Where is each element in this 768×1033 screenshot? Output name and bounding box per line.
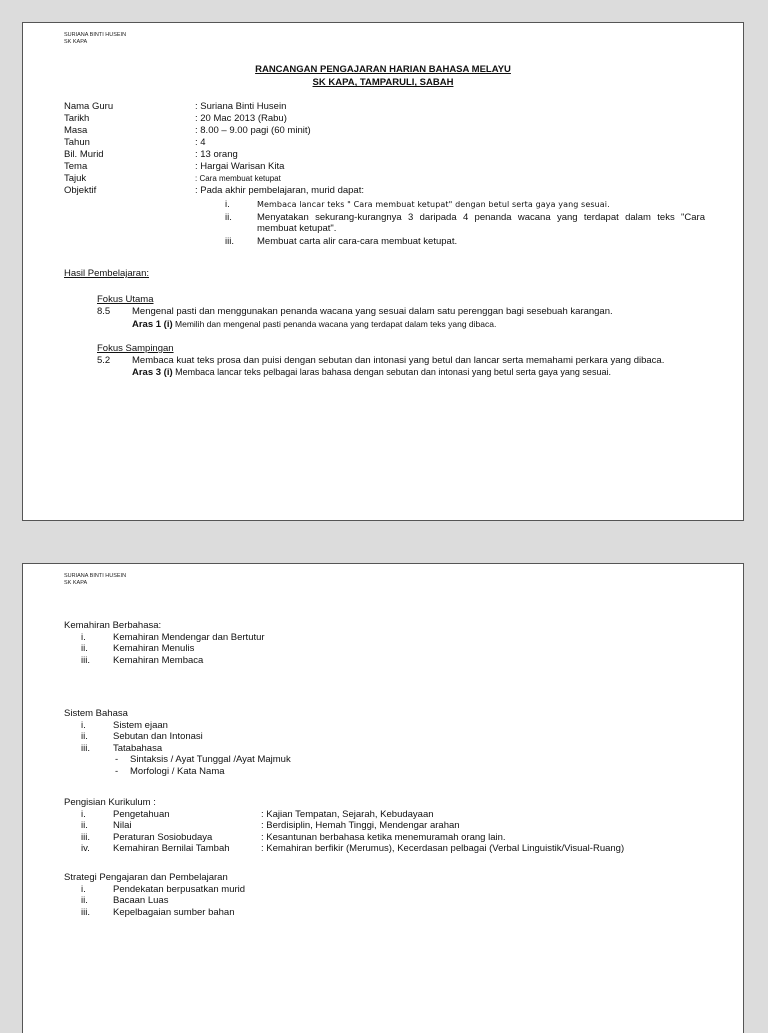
- list-item: iii. Membuat carta alir cara-cara membuat ketupat.: [225, 235, 458, 247]
- author-name: SURIANA BINTI HUSEIN: [64, 32, 127, 38]
- author-name: SURIANA BINTI HUSEIN: [64, 573, 127, 579]
- sistem-bahasa-section: [64, 708, 291, 777]
- fokus-utama-heading: Fokus Utama: [97, 294, 154, 305]
- page-header: [64, 573, 126, 587]
- info-row: Tema : Hargai Warisan Kita: [64, 161, 285, 172]
- fokus-utama-block: 8.5 Mengenal pasti dan menggunakan penanda wacana yang sesuai dalam satu perenggan bagi sesebuah karangan. Aras 1 (i) Memilih dan mengenal pasti penanda wacana yang terdapat dalam teks yang dibaca.: [97, 306, 613, 330]
- list-item: ii. Nilai : Berdisiplin, Hemah Tinggi, Mendengar arahan: [81, 820, 460, 831]
- list-subitem: - Sintaksis / Ayat Tunggal /Ayat Majmuk: [115, 754, 291, 765]
- document-subtitle: SK KAPA, TAMPARULI, SABAH: [312, 77, 454, 88]
- list-item: i. Membaca lancar teks " Cara membuat ketupat" dengan betul serta gaya yang sesuai.: [225, 199, 610, 210]
- info-row: Nama Guru : Suriana Binti Husein: [64, 101, 287, 112]
- fokus-sampingan-heading: Fokus Sampingan: [97, 343, 174, 354]
- list-subitem: - Morfologi / Kata Nama: [115, 765, 225, 777]
- info-row: Tajuk : Cara membuat ketupat: [64, 173, 281, 184]
- fokus-sampingan-block: 5.2 Membaca kuat teks prosa dan puisi dengan sebutan dan intonasi yang betul dan lancar serta memahami perkara yang dibaca. Aras 3 (i) Membaca lancar teks pelbagai laras bahasa dengan sebutan dan intonasi yang betul serta gaya yang sesuai.: [97, 355, 665, 378]
- info-row: Tarikh : 20 Mac 2013 (Rabu): [64, 113, 287, 124]
- list-item: ii. Bacaan Luas: [81, 895, 169, 906]
- info-row: Objektif : Pada akhir pembelajaran, murid dapat:: [64, 185, 364, 196]
- pengisian-section: [64, 797, 624, 855]
- document-page-1: [22, 22, 744, 521]
- list-item: ii. Kemahiran Menulis: [81, 643, 195, 654]
- section-heading: Kemahiran Berbahasa:: [64, 620, 162, 631]
- school-name: SK KAPA: [64, 39, 88, 45]
- list-item: i. Kemahiran Mendengar dan Bertutur: [81, 631, 265, 643]
- hasil-heading: Hasil Pembelajaran:: [64, 268, 150, 279]
- page-header: [64, 32, 126, 46]
- info-row: Tahun : 4: [64, 137, 206, 148]
- list-item: i. Pengetahuan : Kajian Tempatan, Sejarah, Kebudayaan: [81, 808, 434, 820]
- list-item: iii. Peraturan Sosiobudaya : Kesantunan berbahasa ketika menemuramah orang lain.: [81, 831, 506, 843]
- school-name: SK KAPA: [64, 580, 88, 586]
- kemahiran-section: [64, 620, 265, 666]
- strategi-section: [64, 872, 245, 918]
- section-heading: Strategi Pengajaran dan Pembelajaran: [64, 872, 228, 883]
- document-page-2: [22, 563, 744, 1033]
- list-item: iii. Kemahiran Membaca: [81, 654, 204, 666]
- list-item: iii. Kepelbagaian sumber bahan: [81, 906, 235, 918]
- objectives-list: [225, 199, 705, 248]
- section-heading: Pengisian Kurikulum :: [64, 797, 156, 808]
- list-item: iv. Kemahiran Bernilai Tambah : Kemahiran berfikir (Merumus), Kecerdasan pelbagai (Verbal Linguistik/Visual-Ruang): [81, 843, 625, 854]
- list-item: iii. Tatabahasa: [81, 742, 163, 754]
- lesson-info: [64, 101, 364, 197]
- section-heading: Sistem Bahasa: [64, 708, 128, 719]
- list-item: ii. Menyatakan sekurang-kurangnya 3 daripada 4 penanda wacana yang terdapat dalam teks "Cara membuat ketupat".: [225, 211, 705, 234]
- list-item: i. Pendekatan berpusatkan murid: [81, 883, 246, 895]
- info-row: Bil. Murid : 13 orang: [64, 149, 238, 160]
- info-row: Masa : 8.00 – 9.00 pagi (60 minit): [64, 125, 311, 136]
- list-item: ii. Sebutan dan Intonasi: [81, 731, 203, 742]
- document-title: RANCANGAN PENGAJARAN HARIAN BAHASA MELAYU: [255, 64, 511, 75]
- list-item: i. Sistem ejaan: [81, 719, 168, 731]
